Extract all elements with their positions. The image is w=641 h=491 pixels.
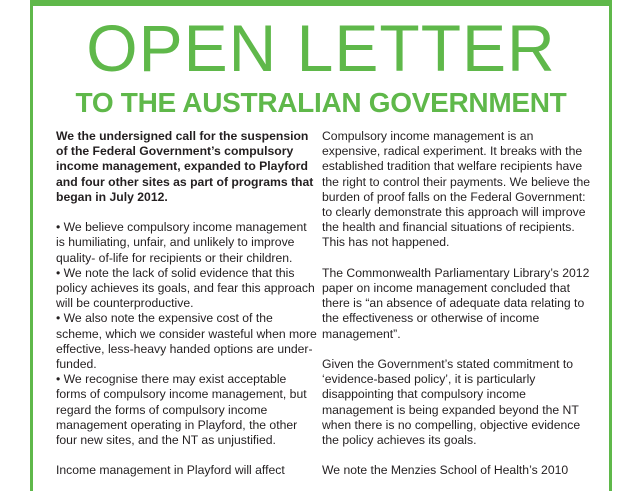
right-column bbox=[322, 129, 592, 479]
closing-paragraph: Income management in Playford will affect bbox=[56, 463, 285, 478]
right-border bbox=[609, 0, 612, 491]
letter-title: OPEN LETTER bbox=[86, 11, 556, 85]
bullet-list bbox=[56, 220, 318, 448]
letter-subtitle: TO THE AUSTRALIAN GOVERNMENT bbox=[75, 87, 567, 118]
bullet-item: • We recognise there may exist acceptable forms of compulsory income management, but regard the forms of compulsory income management operating in Playford, the other four new sites, and the NT as unjustified. bbox=[56, 372, 307, 448]
body-paragraph: We note the Menzies School of Health’s 2010 bbox=[322, 463, 569, 478]
top-border bbox=[30, 0, 612, 6]
body-paragraph: Given the Government’s stated commitment to ‘evidence-based policy’, it is particularly disappointing that compulsory income management is being expanded beyond the NT when there is no compelling, objective evidence the policy achieves its goals. bbox=[322, 357, 581, 448]
body-paragraph: The Commonwealth Parliamentary Library’s 2012 paper on income management concluded that there is “an absence of adequate data relating to the effectiveness or otherwise of income management”. bbox=[322, 265, 590, 341]
bullet-item: • We note the lack of solid evidence that this policy achieves its goals, and fear this approach will be counterproductive. bbox=[56, 265, 315, 311]
left-column bbox=[56, 129, 318, 479]
body-paragraph: Compulsory income management is an expensive, radical experiment. It breaks with the established tradition that welfare recipients have the right to control their payments. We believe the burden of proof falls on the Federal Government: to clearly demonstrate this approach will improve the health and financial situations of recipients. This has not happened. bbox=[322, 129, 591, 250]
bullet-item: • We also note the expensive cost of the scheme, which we consider wasteful when more effective, less-heavy handed options are under-funded. bbox=[56, 311, 317, 372]
bullet-item: • We believe compulsory income management is humiliating, unfair, and unlikely to improve quality- of-life for recipients or their children. bbox=[56, 220, 307, 265]
intro-paragraph: We the undersigned call for the suspension of the Federal Government’s compulsory income management, expanded to Playford and four other sites as part of programs that began in July 2012. bbox=[56, 129, 314, 204]
